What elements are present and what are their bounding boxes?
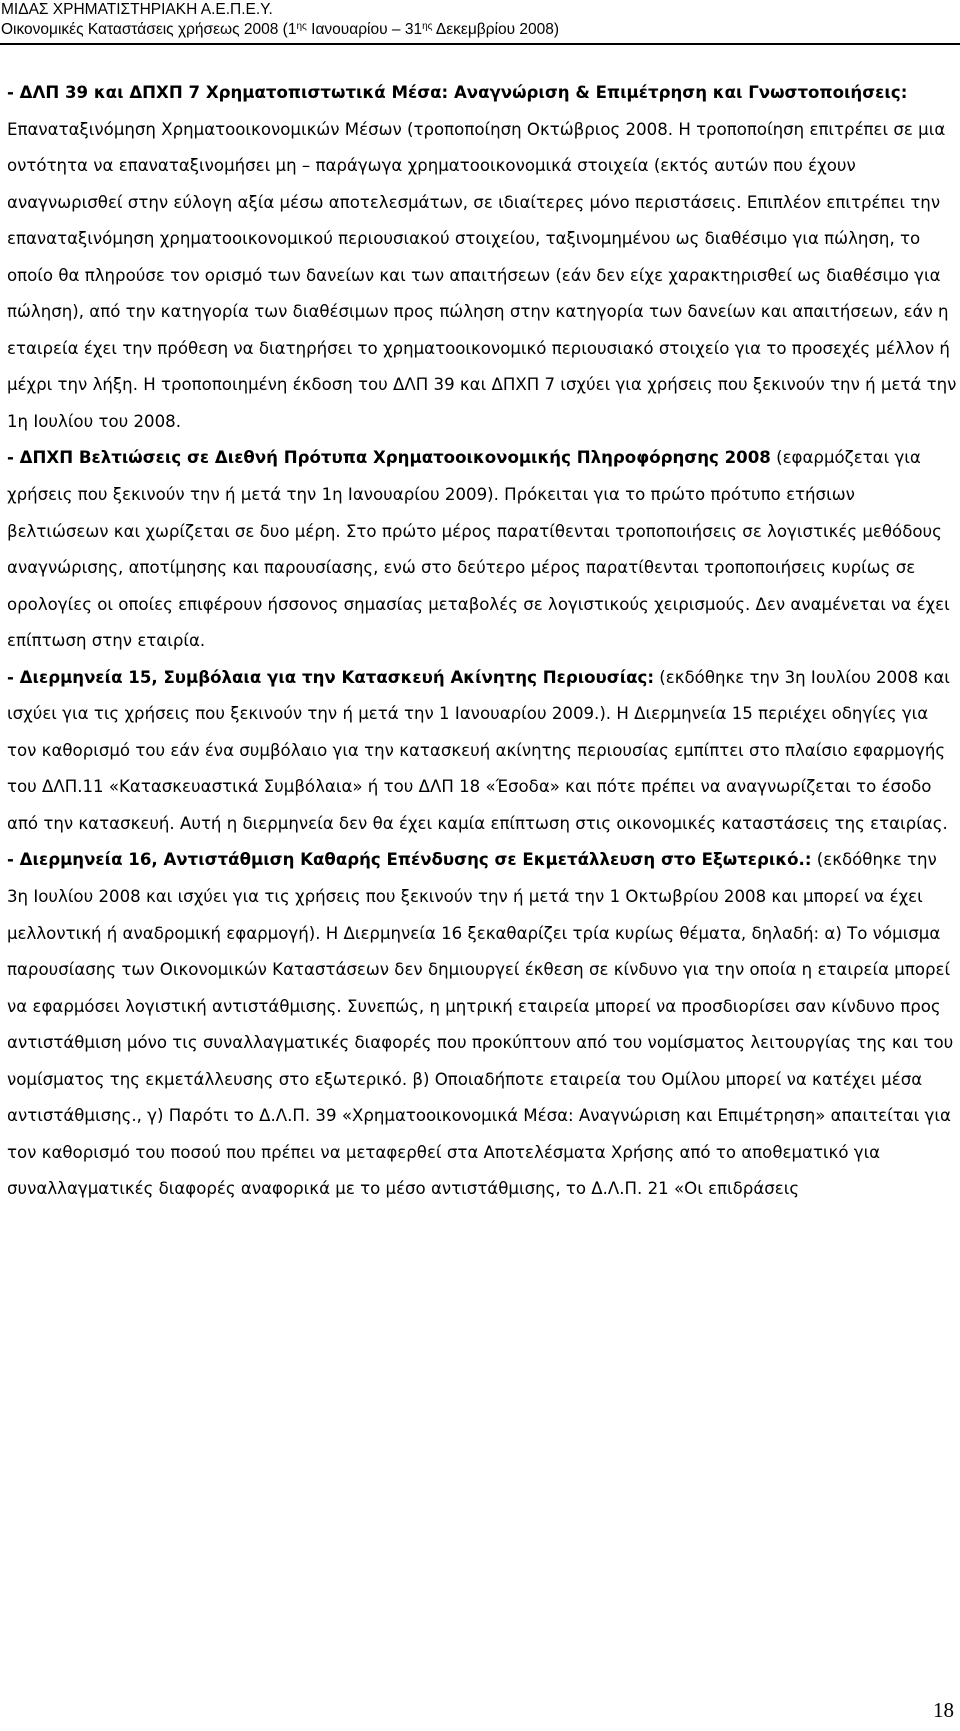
paragraph-text: (εκδόθηκε την 3η Ιουλίου 2008 και ισχύει για τις χρήσεις που ξεκινούν την ή μετά την 1 Ιανουαρίου 2009.). Η Διερμηνεία 15 περιέχει οδηγίες για τον καθορισμό του εάν ένα συμβόλαιο για την κατασκευή ακίνητης περιουσίας εμπίπτει στο πλαίσιο εφαρμογής του ΔΛΠ.11 «Κατασκευαστικά Συμβόλαια» ή του ΔΛΠ 18 «Έσοδα» και πότε πρέπει να αναγνωρίζεται το έσοδο από την κατασκευή. Αυτή η διερμηνεία δεν θα έχει καμία επίπτωση στις οικονομικές καταστάσεις της εταιρίας. <box>7 667 950 833</box>
paragraph-text: (εκδόθηκε την 3η Ιουλίου 2008 και ισχύει για τις χρήσεις που ξεκινούν την ή μετά την 1 Οκτωβρίου 2008 και μπορεί να έχει μελλοντική ή αναδρομική εφαρμογή). Η Διερμηνεία 16 ξεκαθαρίζει τρία κυρίως θέματα, δηλαδή: α) Το νόμισμα παρουσίασης των Οικονομικών Καταστάσεων δεν δημιουργεί έκθεση σε κίνδυνο για την οποία η εταιρεία μπορεί να εφαρμόσει λογιστική αντιστάθμισης. Συνεπώς, η μητρική εταιρεία μπορεί να προσδιορίσει σαν κίνδυνο προς αντιστάθμιση μόνο τις συναλλαγματικές διαφορές που προκύπτουν από του νομίσματος λειτουργίας της και του νομίσματος της εκμετάλλευσης στο εξωτερικό. β) Οποιαδήποτε εταιρεία του Ομίλου μπορεί να κατέχει μέσα αντιστάθμισης., γ) Παρότι το Δ.Λ.Π. 39 «Χρηματοοικονομικά Μέσα: Αναγνώριση και Επιμέτρηση» απαιτείται για τον καθορισμό του ποσού που πρέπει να μεταφερθεί στα Αποτελέσματα Χρήσης από το αποθεματικό για συναλλαγματικές διαφορές αναφορικά με το μέσο αντιστάθμισης, το Δ.Λ.Π. 21 «Οι επιδράσεις <box>7 850 954 1199</box>
paragraph-heading: - ΔΛΠ 39 και ΔΠΧΠ 7 Χρηματοπιστωτικά Μέσα: Αναγνώριση & Επιμέτρηση και Γνωστοποιήσεις: <box>7 83 908 102</box>
paragraph-heading: - Διερμηνεία 15, Συμβόλαια για την Κατασκευή Ακίνητης Περιουσίας: <box>7 667 655 687</box>
paragraph-text: (εφαρμόζεται για χρήσεις που ξεκινούν την ή μετά την 1η Ιανουαρίου 2009). Πρόκειται για το πρώτο πρότυπο ετήσιων βελτιώσεων και χωρίζεται σε δυο μέρη. Στο πρώτο μέρος παρατίθενται τροποποιήσεις σε λογιστικές μεθόδους αναγνώρισης, αποτίμησης και παρουσίασης, ενώ στο δεύτερο μέρος παρατίθενται τροποποιήσεις κυρίως σε ορολογίες οι οποίες επιφέρουν ήσσονος σημασίας μεταβολές σε λογιστικούς χειρισμούς. Δεν αναμένεται να έχει επίπτωση στην εταιρία. <box>7 448 950 651</box>
header-company-name: ΜΙΔΑΣ ΧΡΗΜΑΤΙΣΤΗΡΙΑΚΗ Α.Ε.Π.Ε.Υ. <box>1 1 273 18</box>
paragraph-text: Επαναταξινόμηση Χρηματοοικονομικών Μέσων (τροποποίηση Οκτώβριος 2008. Η τροποποίηση επιτρέπει σε μια οντότητα να επαναταξινομήσει μη – παράγωγα χρηματοοικονομικά στοιχεία (εκτός αυτών που έχουν αναγνωρισθεί στην εύλογη αξία μέσω αποτελεσμάτων, σε ιδιαίτερες μόνο περιστάσεις. Επιπλέον επιτρέπει την επαναταξινόμηση χρηματοοικονομικού περιουσιακού στοιχείου, ταξινομημένου ως διαθέσιμο για πώληση, το οποίο θα πληρούσε τον ορισμό των δανείων και των απαιτήσεων (εάν δεν είχε χαρακτηρισθεί ως διαθέσιμο για πώληση), από την κατηγορία των διαθέσιμων προς πώληση στην κατηγορία των δανείων και απαιτήσεων, εάν η εταιρεία έχει την πρόθεση να διατηρήσει το χρηματοοικονομικό περιουσιακό στοιχείο για το προσεχές μέλλον ή μέχρι την λήξη. Η τροποποιημένη έκδοση του ΔΛΠ 39 και ΔΠΧΠ 7 ισχύει για χρήσεις που ξεκινούν την ή μετά την 1η Ιουλίου του 2008. <box>7 119 957 431</box>
paragraph-heading: - ΔΠΧΠ Βελτιώσεις σε Διεθνή Πρότυπα Χρηματοοικονομικής Πληροφόρησης 2008 <box>7 448 771 468</box>
header-divider <box>0 43 960 45</box>
header-report-period: Οικονομικές Καταστάσεις χρήσεως 2008 ($1^{\eta\varsigma}$ Ιανουαρίου – $31^{\eta\varsigma}$ Δεκεμβρίου 2008) <box>1 21 559 38</box>
paragraph-ifric-16 <box>7 842 957 1207</box>
paragraph-heading: - Διερμηνεία 16, Αντιστάθμιση Καθαρής Επένδυσης σε Εκμετάλλευση στο Εξωτερικό.: <box>7 850 812 870</box>
paragraph-ifric-15 <box>7 660 957 843</box>
document-body <box>7 75 957 1208</box>
paragraph-ias39-ifrs7 <box>7 75 957 440</box>
page-number: 18 <box>933 1698 954 1722</box>
paragraph-ifrs-improvements-2008 <box>7 440 957 659</box>
